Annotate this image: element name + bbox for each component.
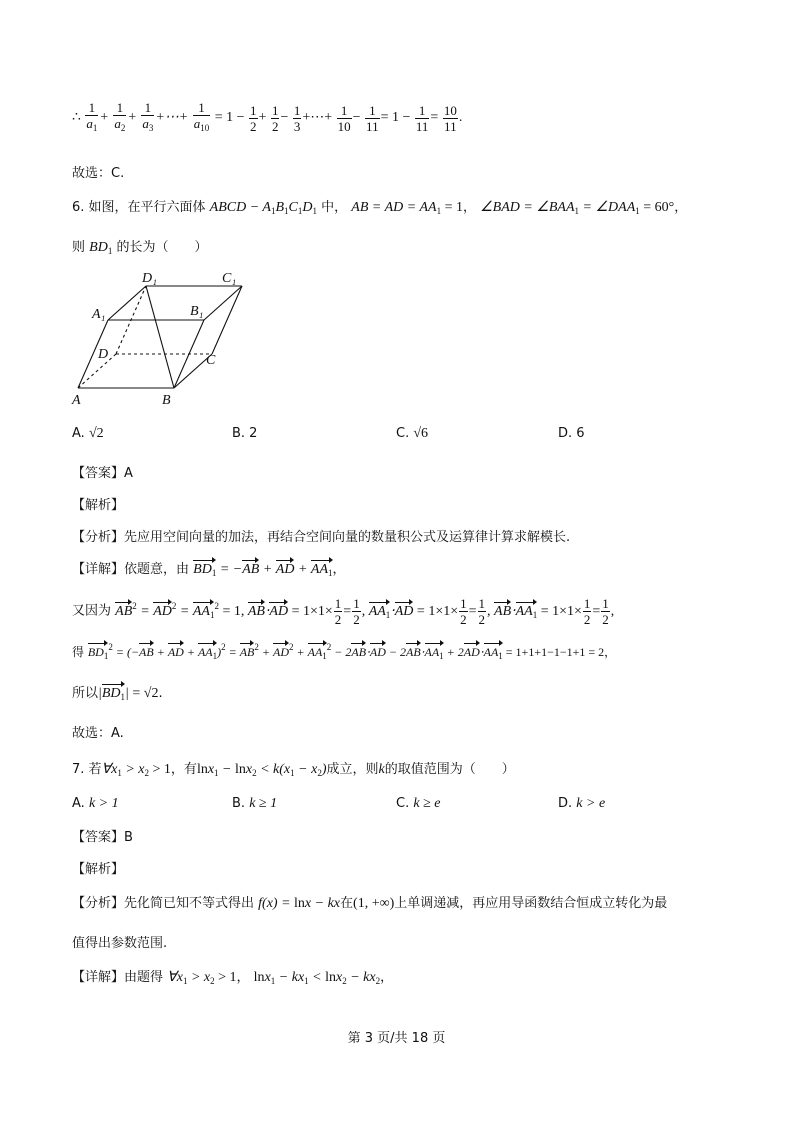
q7-option-a: A. k > 1 xyxy=(72,796,119,811)
q6-option-c: C. √6 xyxy=(396,426,429,441)
label-a: A xyxy=(72,393,81,408)
label-d1: D₁ xyxy=(142,271,157,286)
q6-choose: 故选：A. xyxy=(72,726,124,741)
q7-analysis: 【分析】先化简已知不等式得出 f(x) = lnx − kx在(1, +∞)上单调递减，再应用导函数结合恒成立转化为最 xyxy=(72,896,668,911)
q6-square-expansion: 得 $BD_1^2 = (-AB$ + AD + $AA_1)^2 = AB^2 + AD^2 + AA_1^2 - 2AB\cdot AD - 2AB\cdot AA_1 + 2AD\cdot AA_1 = 1+1+1-1-1+1 = 2$， xyxy=(72,642,617,661)
q7-analysis-header: 【解析】 xyxy=(72,862,125,877)
q7-analysis-cont: 值得出参数范围. xyxy=(72,936,168,951)
label-c1: C₁ xyxy=(222,271,237,286)
label-b: B xyxy=(162,393,171,408)
page-footer: 第 3 页/共 18 页 xyxy=(347,1031,446,1046)
q7-detail: 【详解】由题得 $\forall x_1 > x_2 > 1$， $\ln x_1 - kx_1 < \ln x_2 - kx_2$， xyxy=(72,970,394,986)
q6-analysis-header: 【解析】 xyxy=(72,498,125,513)
q7-stem: 7. 若$\forall x_1 > x_2 > 1$，有$\ln x_1 - \ln x_2 < k(x_1 - x_2)$成立，则k的取值范围为（ ） xyxy=(72,762,515,778)
q6-stem: 6. 如图，在平行六面体 ABCD − $A_1B_1C_1D_1$ 中， AB = AD = $AA_1 = 1$， ∠BAD = $\angle BAA_1$ = $\angle DAA_1 = 60^\circ$， xyxy=(72,200,688,216)
q6-option-d: D. 6 xyxy=(558,426,585,441)
q7-answer: 【答案】B xyxy=(72,830,133,845)
q6-option-a: A. √2 xyxy=(72,426,104,441)
sum-formula: ∴ $\frac{1}{a_1}$ + $\frac{1}{a_2}$ + $\frac{1}{a_3}$ +⋯+ $\frac{1}{a_{10}}$ = 1 − $\frac{1}{2}$ + $\frac{1}{2}$ − $\frac{1}{3}$ +⋯+ $\frac{1}{10}$ − $\frac{1}{11}$ = 1 − $\frac{1}{11}$ = $\frac{10}{11}$ . xyxy=(72,100,463,134)
q6-analysis: 【分析】先应用空间向量的加法，再结合空间向量的数量积公式及运算律计算求解模长. xyxy=(72,530,571,545)
q6-dot-products: 又因为 $AB^2 = AD^2 = AA_1^2 = 1$, AB⋅AD = 1×1× $\frac{1}{2}$ = $\frac{1}{2}$ , $AA_1\cdot AD = 1\times 1\times$ $\frac{1}{2}$ = $\frac{1}{2}$ , $AB\cdot AA_1 = 1\times 1\times$ $\frac{1}{2}$ = $\frac{1}{2}$ , xyxy=(72,596,615,627)
q6-conclusion: 所以$|BD_1| = √2$. xyxy=(72,686,163,702)
q7-option-b: B. k ≥ 1 xyxy=(232,796,278,811)
q5-choose: 故选：C. xyxy=(72,166,125,181)
q6-stem-line2: 则 $BD_1$ 的长为（ ） xyxy=(72,240,208,256)
q7-option-d: D. k > e xyxy=(558,796,606,811)
label-a1: A₁ xyxy=(92,307,106,322)
label-c: C xyxy=(206,353,216,368)
parallelepiped-figure xyxy=(70,268,250,408)
q6-detail: 【详解】依题意，由 $BD_1 = -AB$ + AD + $AA_1$， xyxy=(72,562,346,578)
label-d: D xyxy=(98,347,109,362)
q7-option-c: C. k ≥ e xyxy=(396,796,441,811)
q6-option-b: B. 2 xyxy=(232,426,258,441)
label-b1: B₁ xyxy=(190,304,204,319)
q6-answer: 【答案】A xyxy=(72,466,133,481)
